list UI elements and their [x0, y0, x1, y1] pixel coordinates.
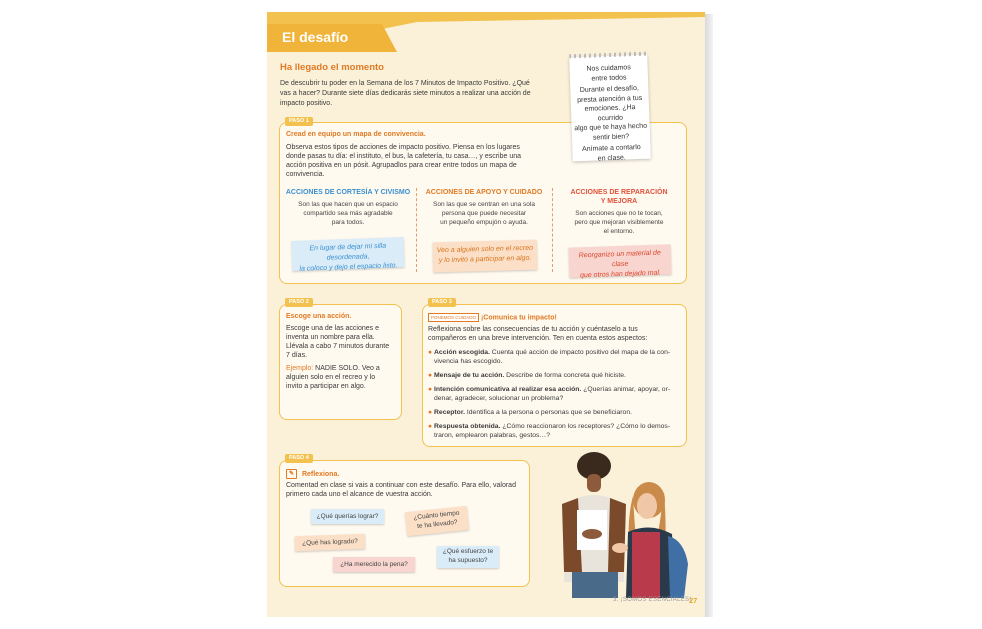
page-edge [705, 14, 713, 617]
sticky-line: la coloco y dejo el espacio listo. [299, 262, 398, 273]
bullet-text: Identifica a la persona o personas que se beneficiaron. [464, 409, 632, 416]
intro-line: impacto positivo. [280, 100, 333, 107]
bullet-bold: Mensaje de tu acción. [434, 372, 505, 379]
bullet-bold: Acción escogida. [434, 349, 490, 356]
paso1-title: Cread en equipo un mapa de convivencia. [286, 131, 426, 138]
column-text: pero que mejoran visiblemente [574, 219, 664, 226]
note-line: emociones. ¿Ha ocurrido [584, 104, 636, 122]
paso2-label: PASO 2 [285, 298, 313, 307]
sticky-note-reparacion [569, 244, 672, 278]
bullet-text: Cuenta qué acción de impacto positivo del mapa de la con- [489, 349, 671, 356]
paso2-title: Escoge una acción. [286, 313, 352, 320]
column-text: un pequeño empujón o ayuda. [440, 219, 528, 226]
column-divider [416, 188, 417, 272]
column-text: Son acciones que no te tocan, [575, 210, 663, 217]
bullet-item: ● Acción escogida. Cuenta qué acción de impacto positivo del mapa de la con- [428, 349, 671, 356]
paso4-title: Reflexiona. [301, 470, 340, 478]
column-text: persona que puede necesitar [441, 210, 527, 217]
sticky-note-cortesia [292, 237, 405, 271]
textbook-page [267, 12, 705, 617]
paso4-line: Comentad en clase si vais a continuar con este desafío. Para ello, valorad [286, 482, 516, 489]
bullet-bold: Intención comunicativa al realizar esa acción. [434, 386, 582, 393]
example-text: NADIE SOLO. Veo a [313, 365, 380, 372]
column-title-line: ACCIONES DE REPARACIÓN [570, 189, 668, 196]
column-text: para todos. [331, 219, 365, 226]
note-line: Nos cuidamos [586, 64, 631, 73]
bullet-bold: Respuesta obtenida. [434, 423, 501, 430]
column-text: Son las que se centran en una sola [433, 201, 535, 208]
page-number: 27 [689, 596, 698, 605]
bullet-text: ¿Cómo reaccionaron los receptores? ¿Cómo lo demos- [500, 423, 671, 430]
bullet-text: Describe de forma concreta qué hiciste. [504, 372, 626, 379]
question-card: ¿Qué has logrado? [295, 534, 365, 551]
card-line: ¿Qué esfuerzo te [442, 548, 494, 555]
column-title-line: Y MEJORA [600, 198, 638, 205]
paso3-title: ¡Comunica tu impacto! [480, 314, 557, 322]
sticky-line: y lo invito a participar en algo. [438, 254, 532, 265]
intro-line: vas a hacer? Durante siete días dedicarás siete minutos a realizar una acción de [280, 90, 531, 97]
column-divider [552, 188, 553, 272]
paso1-line: Observa estos tipos de acciones de impacto positivo. Piensa en los lugares [286, 144, 520, 151]
sticky-line: En lugar de dejar mi silla desordenada, [309, 242, 387, 262]
question-card: ¿Ha merecido la pena? [333, 557, 415, 572]
paso2-example-line: alguien solo en el recreo y lo [286, 374, 376, 381]
note-line: presta atención a tus [577, 94, 643, 104]
note-line: entre todos [591, 73, 627, 83]
intro-title: Ha llegado el momento [280, 62, 384, 73]
column-title-reparacion [555, 188, 683, 206]
bullet-item: ● Intención comunicativa al realizar esa acción. ¿Querías animar, apoyar, or- [428, 386, 671, 393]
paso4-label: PASO 4 [285, 454, 313, 463]
note-line: Durante el desafío, [579, 84, 640, 95]
bullet-item: ● Receptor. Identifica a la persona o personas que se beneficiaron. [428, 409, 632, 416]
sticky-line: Reorganizo un material de clase [578, 249, 661, 269]
paso2-line: inventa un nombre para ella. [286, 334, 375, 341]
column-text: el entorno. [603, 228, 635, 235]
question-card [437, 546, 499, 568]
title-banner [267, 12, 705, 52]
note-line: algo que te haya hecho [574, 122, 648, 133]
paso2-line: Escoge una de las acciones e [286, 325, 380, 332]
note-nos-cuidamos [569, 55, 651, 162]
paso3-line: Reflexiona sobre las consecuencias de tu acción y cuéntaselo a tus [428, 326, 638, 333]
paso1-line: donde pasas tu día: el instituto, el bus, la cafetería, tu casa…, y escribe una [286, 153, 522, 160]
bullet-text: ¿Querías animar, apoyar, or- [581, 386, 671, 393]
paso2-line: 7 días. [286, 352, 308, 359]
example-label: Ejemplo: [286, 365, 314, 372]
sticky-line: Veo a alguien solo en el recreo [436, 244, 534, 255]
page-title: El desafío [282, 29, 349, 45]
paso4-heading [286, 469, 339, 479]
note-line: en clase. [597, 153, 626, 162]
pencil-icon: ✎ [286, 469, 297, 479]
students-photo [544, 452, 700, 598]
card-line: ha supuesto? [448, 556, 488, 564]
column-title-cortesia: ACCIONES DE CORTESÍA Y CIVISMO [285, 189, 411, 196]
column-text: compartido sea más agradable [303, 210, 393, 217]
paso1-label: PASO 1 [285, 117, 313, 126]
question-card: ¿Qué querías lograr? [311, 509, 384, 524]
paso2-line: Llévala a cabo 7 minutos durante [286, 343, 390, 350]
sticky-line: que otros han dejado mal. [579, 269, 662, 280]
paso4-line: primero cada uno el alcance de vuestra acción. [286, 491, 433, 498]
sticky-note-apoyo [433, 240, 538, 273]
paso1-line: acción positiva en un pósit. Agrupadlos para crear entre todos un mapa de [286, 162, 517, 169]
bullet-cont: vivencia has escogido. [434, 358, 503, 365]
card-line: te ha llevado? [416, 518, 458, 530]
intro-line: De descubrir tu poder en la Semana de los 7 Minutos de Impacto Positivo. ¿Qué [280, 80, 530, 87]
bullet-cont: denar, agradecer, solucionar un problema? [434, 395, 564, 402]
paso3-line: compañeros en una breve intervención. Ten en cuenta estos aspectos: [428, 335, 648, 342]
bullet-item: ● Respuesta obtenida. ¿Cómo reaccionaron los receptores? ¿Cómo lo demos- [428, 423, 671, 430]
column-text: Son las que hacen que un espacio [298, 201, 398, 208]
note-line: Anímate a contarlo [581, 143, 641, 153]
footer-unit: 3. ¡SOMOS ESENCIALES! [613, 597, 692, 603]
paso1-line: convivencia. [286, 171, 325, 178]
bullet-item: ● Mensaje de tu acción. Describe de forma concreta qué hiciste. [428, 372, 626, 379]
paso3-label: PASO 3 [428, 298, 456, 307]
card-line: ¿Cuánto tiempo [413, 509, 460, 522]
column-title-apoyo: ACCIONES DE APOYO Y CUIDADO [425, 189, 543, 196]
paso3-heading [428, 313, 557, 323]
bullet-bold: Receptor. [434, 409, 465, 416]
paso2-example-line: invito a participar en algo. [286, 383, 366, 390]
bullet-cont: traron, emplearon palabras, gestos…? [434, 432, 550, 439]
note-line: sentir bien? [592, 132, 630, 142]
tag-ponemos-cuidado: PONEMOS CUIDADO [428, 313, 479, 322]
